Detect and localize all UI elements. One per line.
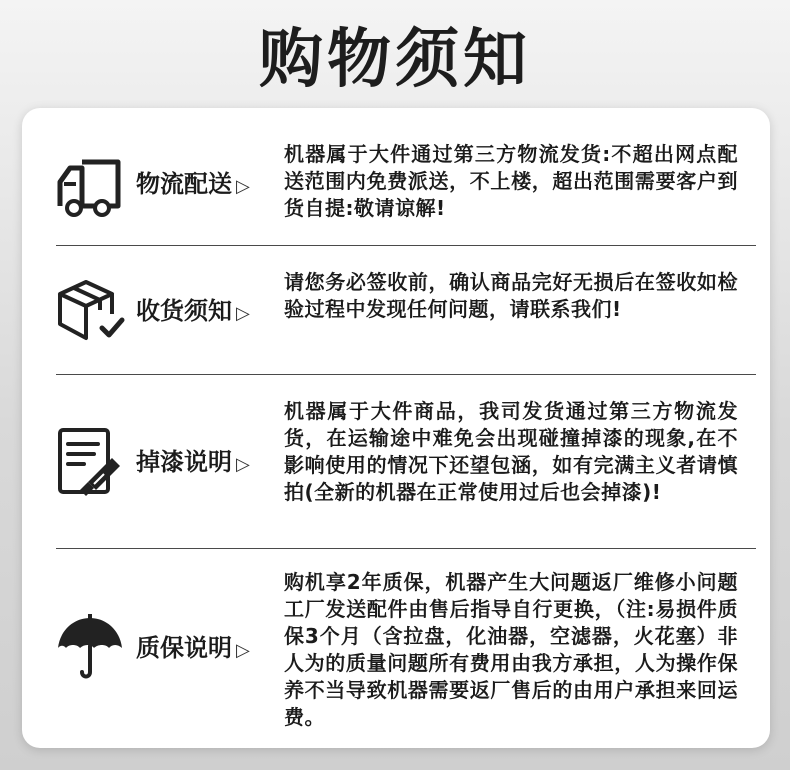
divider <box>56 374 756 375</box>
umbrella-icon <box>54 612 126 684</box>
section-text-warranty: 购机享2年质保，机器产生大问题返厂维修小问题工厂发送配件由售后指导自行更换，（注:易损件质保3个月（含拉盘，化油器，空滤器，火花塞）非人为的质量问题所有费用由我方承担，人为操作保养不当导致机器需要返厂售后的由用户承担来回运费。 <box>284 570 738 729</box>
section-label-text: 质保说明 <box>136 634 232 662</box>
section-label-text: 掉漆说明 <box>136 448 232 476</box>
divider <box>56 245 756 246</box>
paint-document-icon <box>54 426 126 498</box>
arrow-icon: ▷ <box>236 176 250 197</box>
section-text-receiving: 请您务必签收前，确认商品完好无损后在签收如检验过程中发现任何问题，请联系我们! <box>284 270 738 321</box>
section-label-receiving <box>136 296 250 329</box>
notice-card <box>22 108 770 748</box>
section-label-logistics <box>136 169 250 202</box>
delivery-truck-icon <box>54 150 126 222</box>
section-text-paint: 机器属于大件商品，我司发货通过第三方物流发货，在运输途中难免会出现碰撞掉漆的现象,在不影响使用的情况下还望包涵，如有完满主义者请慎拍(全新的机器在正常使用过后也会掉漆)! <box>284 399 738 504</box>
section-label-text: 物流配送 <box>136 170 232 198</box>
divider <box>56 548 756 549</box>
section-label-text: 收货须知 <box>136 297 232 325</box>
page-title: 购物须知 <box>259 23 531 97</box>
section-label-paint <box>136 447 250 480</box>
arrow-icon: ▷ <box>236 303 250 324</box>
arrow-icon: ▷ <box>236 640 250 661</box>
section-label-warranty <box>136 633 250 666</box>
package-check-icon <box>54 274 126 346</box>
arrow-icon: ▷ <box>236 454 250 475</box>
section-text-logistics: 机器属于大件通过第三方物流发货:不超出网点配送范围内免费派送，不上楼，超出范围需要客户到货自提:敬请谅解! <box>284 142 738 220</box>
